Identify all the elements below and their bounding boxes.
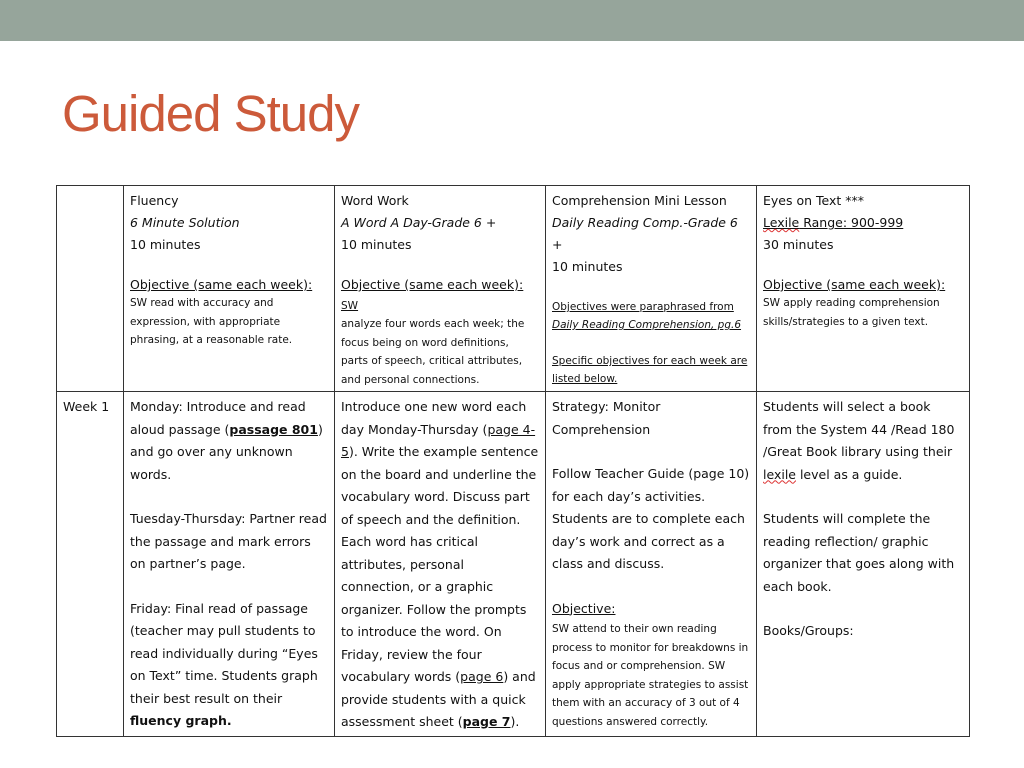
week-1-word-work-text: Introduce one new word each day Monday-Thursday (page 4-5). Write the example sentence on the board and underline the vocabulary word. Discuss part of speech and the definition. Each word has critical attributes, personal connection, or a graphic organizer. Follow the prompts to introduce the word. On Friday, review the four vocabulary words (page 6) and provide students with a quick assessment sheet (page 7). [341,399,539,729]
eyes-on-text-time: 30 minutes [763,237,834,252]
week-1-books-groups: Books/Groups: [763,623,854,638]
page-4-5-link[interactable]: page 4-5 [341,421,536,459]
fluency-title: Fluency [130,193,179,208]
page-7-link[interactable]: page 7 [462,714,511,729]
week-1-eyes-on-text-cell [757,392,970,737]
eyes-on-text-objective-text: SW apply reading comprehension skills/strategies to a given text. [763,297,940,328]
eyes-on-text-lexile-range: Range: 900-999 [799,215,904,230]
top-accent-bar [0,0,1024,41]
week-1-eyes-select-book: Students will select a book from the System 44 /Read 180 /Great Book library using their lexile level as a guide. [763,399,955,482]
week-1-fluency-monday: Monday: Introduce and read aloud passage (passage 801) and go over any unknown words. [130,399,323,482]
passage-801-link[interactable]: passage 801 [229,421,318,437]
word-work-header-cell [335,186,546,392]
eyes-on-text-objective-label: Objective (same each week): [763,277,946,292]
word-work-objective-suffix: SW [341,299,359,312]
comprehension-header-cell [546,186,757,392]
comprehension-note-prefix: Objectives were paraphrased from [552,301,734,313]
word-work-title: Word Work [341,193,409,208]
fluency-header-cell [124,186,335,392]
comprehension-program: Daily Reading Comp.-Grade 6 + [552,215,738,252]
week-1-word-work-cell [335,392,546,737]
week-1-comprehension-cell [546,392,757,737]
fluency-graph-text: fluency graph. [130,713,232,728]
week-1-strategy: Strategy: Monitor Comprehension [552,399,661,437]
guided-study-table [56,185,970,737]
week-1-fluency-tue-thu: Tuesday-Thursday: Partner read the passage and mark errors on partner’s page. [130,511,327,571]
week-1-fluency-cell [124,392,335,737]
fluency-objective-text: SW read with accuracy and expression, with appropriate phrasing, at a reasonable rate. [130,297,293,346]
comprehension-time: 10 minutes [552,259,623,274]
week-1-eyes-reflection: Students will complete the reading reflection/ graphic organizer that goes along with each book. [763,511,955,594]
comprehension-title: Comprehension Mini Lesson [552,193,727,208]
fluency-program: 6 Minute Solution [130,215,240,230]
eyes-on-text-title: Eyes on Text *** [763,193,865,208]
eyes-on-text-header-cell [757,186,970,392]
week-1-row [57,392,970,737]
week-1-fluency-friday: Friday: Final read of passage (teacher may pull students to read individually during “Eyes on Text” time. Students graph their best result on their fluency graph. [130,600,318,728]
slide-title: Guided Study [62,85,360,142]
corner-cell [57,186,124,392]
fluency-time: 10 minutes [130,237,201,252]
comprehension-note-specific: Specific objectives for each week are listed below. [552,355,748,385]
eyes-on-text-lexile-word: Lexile [763,215,800,230]
week-1-label: Week 1 [63,399,110,414]
lexile-word: lexile [763,466,796,482]
week-1-objective-label: Objective: [552,600,616,616]
week-1-teacher-guide: Follow Teacher Guide (page 10) for each day’s activities. Students are to complete each day’s work and correct as a class and discuss. [552,466,750,571]
comprehension-note-source: Daily Reading Comprehension, pg.6 [552,319,742,331]
header-row [57,186,970,392]
fluency-objective-label: Objective (same each week): [130,277,313,292]
word-work-objective-label: Objective (same each week): [341,277,524,292]
week-1-objective-text: SW attend to their own reading process to monitor for breakdowns in focus and or comprehension. SW apply appropriate strategies to assist them with an accuracy of 3 out of 4 questions answered correctly. [552,623,749,728]
page-6-link[interactable]: page 6 [460,669,504,684]
word-work-program: A Word A Day-Grade 6 + [341,215,497,230]
word-work-objective-text: analyze four words each week; the focus being on word definitions, parts of speech, critical attributes, and personal connections. [341,318,525,386]
word-work-time: 10 minutes [341,237,412,252]
week-label-cell [57,392,124,737]
